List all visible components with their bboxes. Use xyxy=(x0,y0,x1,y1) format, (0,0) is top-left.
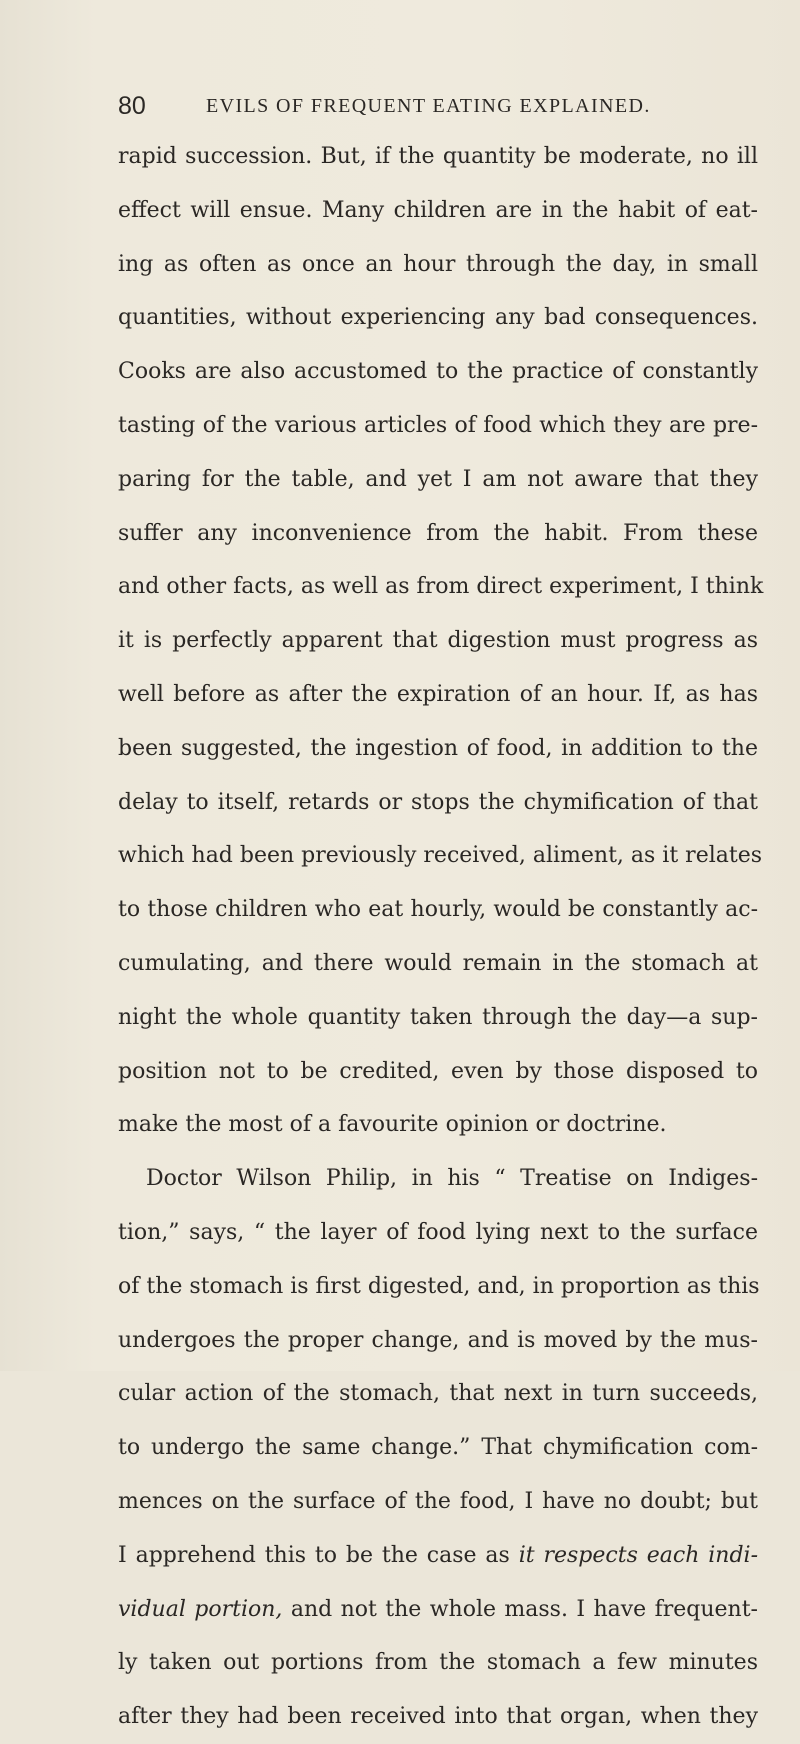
text-line: night the whole quantity taken through the day—a sup- xyxy=(118,1004,758,1030)
text-line: position not to be credited, even by those disposed to xyxy=(118,1058,758,1084)
text-line: it is perfectly apparent that digestion must progress as xyxy=(118,628,758,654)
running-head: EVILS OF FREQUENT EATING EXPLAINED. xyxy=(206,95,651,117)
text-line: and other facts, as well as from direct experiment, I think xyxy=(118,574,764,600)
text-line: make the most of a favourite opinion or doctrine. xyxy=(118,1112,667,1138)
text-line: which had been previously received, aliment, as it relates xyxy=(118,843,763,869)
text-line: mences on the surface of the food, I have no doubt; but xyxy=(118,1488,758,1514)
line-italic: it respects each indi- xyxy=(518,1542,759,1568)
text-line: of the stomach is first digested, and, in proportion as this xyxy=(118,1273,760,1299)
text-line-mixed xyxy=(118,1583,758,1637)
text-line: quantities, without experiencing any bad consequences. xyxy=(118,305,758,331)
text-line: after they had been received into that organ, when they xyxy=(118,1704,758,1730)
text-line: effect will ensue. Many children are in the habit of eat- xyxy=(118,197,758,223)
text-line: to undergo the same change.” That chymification com- xyxy=(118,1435,758,1461)
text-line: tion,” says, “ the layer of food lying next to the surface xyxy=(118,1219,758,1245)
text-line: Doctor Wilson Philip, in his “ Treatise on Indiges- xyxy=(146,1166,758,1192)
text-line: paring for the table, and yet I am not aware that they xyxy=(118,466,758,492)
text-line: ing as often as once an hour through the day, in small xyxy=(118,251,758,277)
line-roman: I apprehend this to be the case as xyxy=(118,1542,510,1568)
text-line: cumulating, and there would remain in the stomach at xyxy=(118,950,758,976)
text-line: delay to itself, retards or stops the chymification of that xyxy=(118,789,758,815)
text-line: Cooks are also accustomed to the practice of constantly xyxy=(118,359,758,385)
body-text xyxy=(118,130,764,1744)
line-italic: vidual portion, xyxy=(118,1596,283,1622)
page-number: 80 xyxy=(118,92,146,120)
text-line: tasting of the various articles of food which they are pre- xyxy=(118,412,758,438)
text-line: rapid succession. But, if the quantity be moderate, no ill xyxy=(118,144,758,169)
text-line: to those children who eat hourly, would be constantly ac- xyxy=(118,897,758,923)
text-line: undergoes the proper change, and is moved by the mus- xyxy=(118,1327,758,1353)
text-line: been suggested, the ingestion of food, in addition to the xyxy=(118,735,758,761)
page-header xyxy=(118,92,758,132)
text-line: well before as after the expiration of an hour. If, as has xyxy=(118,681,758,707)
text-line: ly taken out portions from the stomach a few minutes xyxy=(118,1650,758,1676)
text-line: cular action of the stomach, that next in turn succeeds, xyxy=(118,1381,758,1407)
text-line: suffer any inconvenience from the habit. From these xyxy=(118,520,758,546)
line-roman: and not the whole mass. I have frequent- xyxy=(290,1596,758,1622)
text-line-mixed xyxy=(118,1529,758,1583)
